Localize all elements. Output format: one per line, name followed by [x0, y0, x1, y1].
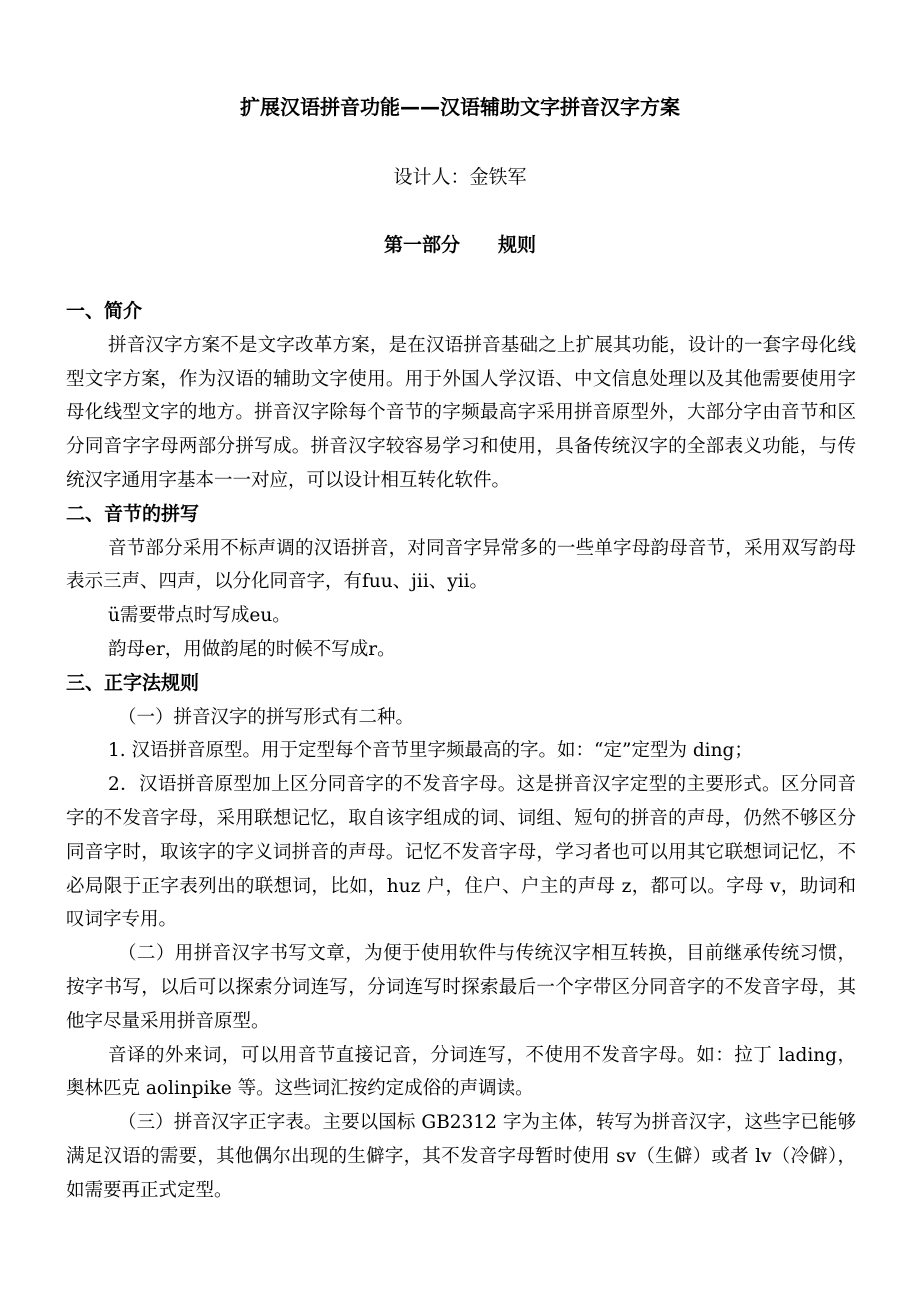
part-name: 规则 [498, 234, 537, 256]
paragraph: 韵母er，用做韵尾的时候不写成r。 [108, 638, 396, 660]
section-heading-syllable: 二、音节的拼写 [66, 502, 200, 525]
author-line: 设计人：金铁军 [393, 166, 527, 188]
paragraph: （三）拼音汉字正字表。主要以国标 GB2312 字为主体，转写为拼音汉字，这些字已能够满足汉语的需要，其他偶尔出现的生僻字，其不发音字母暂时使用 sv（生僻）或者 lv（冷僻），如需要再正式定型。 [66, 1112, 856, 1201]
paragraph: （二）用拼音汉字书写文章，为便于使用软件与传统汉字相互转换，目前继承传统习惯，按字书写，以后可以探索分词连写，分词连写时探索最后一个字带区分同音字的不发音字母，其他字尽量采用拼音原型。 [66, 943, 856, 1032]
paragraph: 音译的外来词，可以用音节直接记音，分词连写，不使用不发音字母。如：拉丁 lading，奥林匹克 aolinpike 等。这些词汇按约定成俗的声调读。 [66, 1044, 856, 1100]
part-label: 第一部分 [383, 234, 460, 256]
paragraph: 音节部分采用不标声调的汉语拼音，对同音字异常多的一些单字母韵母音节，采用双写韵母表示三声、四声，以分化同音字，有fuu、jii、yii。 [66, 537, 856, 593]
part-heading [0, 231, 920, 259]
paragraph: ü需要带点时写成eu。 [108, 605, 291, 627]
paragraph: 拼音汉字方案不是文字改革方案，是在汉语拼音基础之上扩展其功能，设计的一套字母化线型文字方案，作为汉语的辅助文字使用。用于外国人学汉语、中文信息处理以及其他需要使用字母化线型文字的地方。拼音汉字除每个音节的字频最高字采用拼音原型外，大部分字由音节和区分同音字字母两部分拼写成。拼音汉字较容易学习和使用，具备传统汉字的全部表义功能，与传统汉字通用字基本一一对应，可以设计相互转化软件。 [66, 334, 856, 491]
paragraph: 2．汉语拼音原型加上区分同音字的不发音字母。这是拼音汉字定型的主要形式。区分同音字的不发音字母，采用联想记忆，取自该字组成的词、词组、短句的拼音的声母，仍然不够区分同音字时，取该字的字义词拼音的声母。记忆不发音字母，学习者也可以用其它联想词记忆，不必局限于正字表列出的联想词，比如，huz 户，住户、户主的声母 z，都可以。字母 v，助词和叹词字专用。 [66, 774, 856, 931]
paragraph: （一）拼音汉字的拼写形式有二种。 [118, 706, 415, 728]
document-body [66, 295, 856, 1208]
section-heading-orthography: 三、正字法规则 [66, 671, 200, 694]
section-heading-intro: 一、简介 [66, 300, 143, 322]
paragraph: 1. 汉语拼音原型。用于定型每个音节里字频最高的字。如：“定”定型为 ding； [108, 740, 753, 762]
document-title: 扩展汉语拼音功能——汉语辅助文字拼音汉字方案 [240, 95, 680, 119]
